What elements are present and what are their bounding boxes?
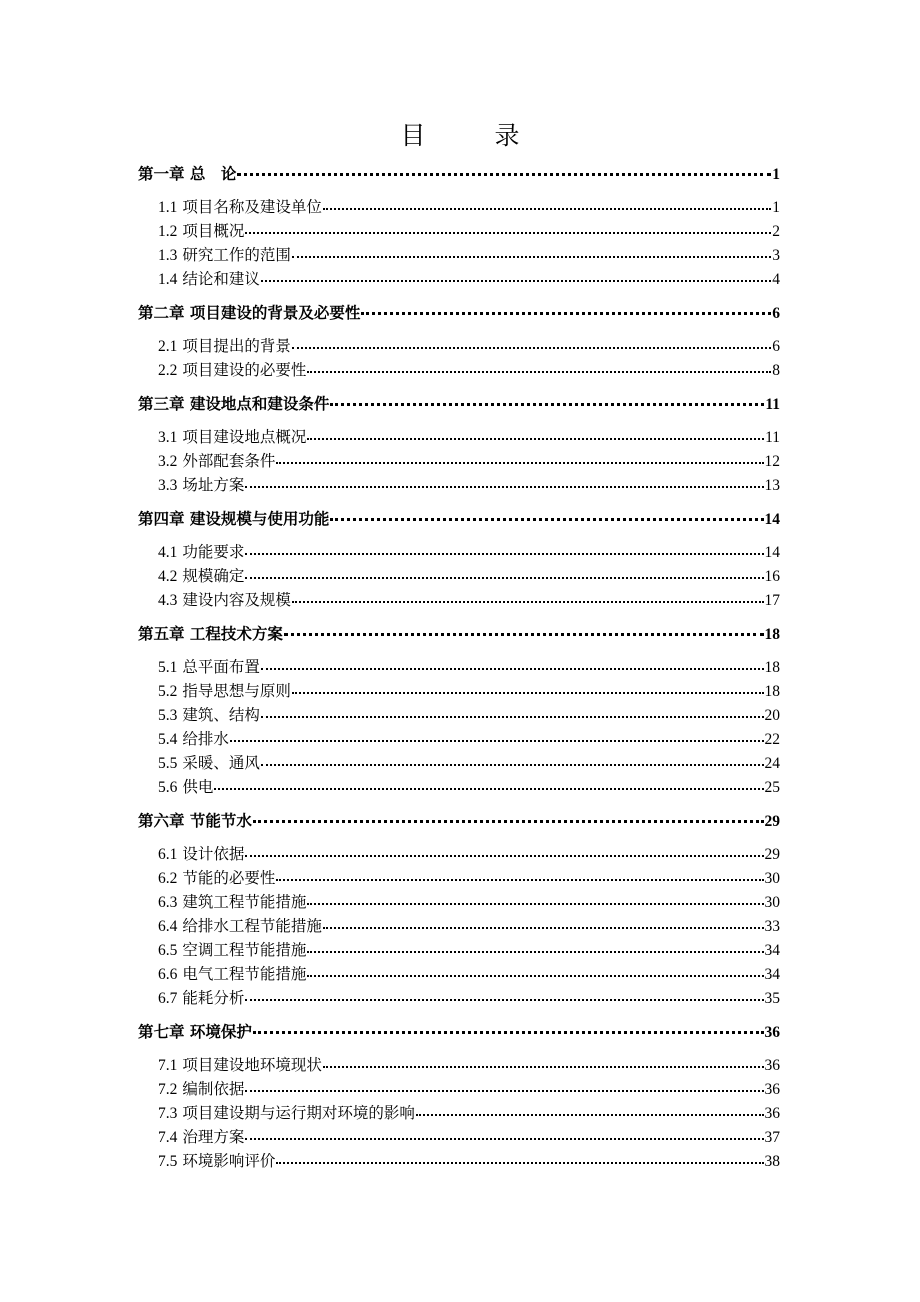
toc-chapter-label: 第七章 环境保护	[138, 1023, 252, 1041]
toc-page-number: 8	[772, 362, 780, 379]
toc-dot-leader	[323, 927, 764, 929]
toc-dot-leader	[276, 462, 763, 464]
toc-chapter[interactable]	[138, 301, 780, 325]
toc-section[interactable]	[138, 449, 780, 473]
toc-section-label: 5.3 建筑、结构	[158, 706, 260, 724]
toc-section-label: 5.1 总平面布置	[158, 658, 260, 676]
toc-section[interactable]	[138, 473, 780, 497]
toc-section-label: 7.3 项目建设期与运行期对环境的影响	[158, 1104, 415, 1122]
toc-page-number: 25	[764, 779, 780, 796]
toc-dot-leader	[245, 553, 763, 555]
toc-section[interactable]	[138, 1125, 780, 1149]
toc-section-label: 7.1 项目建设地环境现状	[158, 1056, 322, 1074]
toc-title: 目 录	[400, 121, 542, 150]
toc-page-number: 30	[764, 870, 780, 887]
toc-page-number: 11	[765, 429, 780, 446]
toc-page-number: 34	[764, 966, 780, 983]
toc-page-number: 14	[764, 544, 780, 561]
toc-page-number: 35	[764, 990, 780, 1007]
toc-section-label: 2.1 项目提出的背景	[158, 337, 291, 355]
toc-section[interactable]	[138, 703, 780, 727]
toc-dot-leader	[261, 280, 771, 282]
toc-section-label: 6.6 电气工程节能措施	[158, 965, 307, 983]
toc-dot-leader	[245, 1090, 763, 1092]
toc-section[interactable]	[138, 914, 780, 938]
toc-section-label: 1.3 研究工作的范围	[158, 246, 291, 264]
toc-dot-leader	[261, 716, 764, 718]
toc-section-label: 1.1 项目名称及建设单位	[158, 198, 322, 216]
toc-page-number: 18	[764, 683, 780, 700]
toc-section-label: 6.4 给排水工程节能措施	[158, 917, 322, 935]
toc-dot-leader	[253, 820, 764, 823]
toc-chapter[interactable]	[138, 622, 780, 646]
toc-page-number: 36	[764, 1105, 780, 1122]
toc-chapter[interactable]	[138, 392, 780, 416]
toc-dot-leader	[245, 1138, 763, 1140]
toc-section-label: 5.6 供电	[158, 778, 214, 796]
toc-section[interactable]	[138, 358, 780, 382]
toc-section-label: 7.4 治理方案	[158, 1128, 245, 1146]
toc-section-label: 6.2 节能的必要性	[158, 869, 276, 887]
toc-page-number: 33	[764, 918, 780, 935]
toc-section[interactable]	[138, 540, 780, 564]
toc-dot-leader	[307, 951, 763, 953]
toc-chapter-label: 第一章 总 论	[138, 165, 237, 183]
toc-chapter[interactable]	[138, 507, 780, 531]
toc-section[interactable]	[138, 564, 780, 588]
toc-page-number: 38	[764, 1153, 780, 1170]
toc-section[interactable]	[138, 775, 780, 799]
toc-dot-leader	[307, 903, 763, 905]
toc-section-label: 1.2 项目概况	[158, 222, 245, 240]
toc-page-number: 1	[772, 166, 780, 183]
toc-chapter-label: 第二章 项目建设的背景及必要性	[138, 304, 361, 322]
toc-chapter-label: 第四章 建设规模与使用功能	[138, 510, 330, 528]
toc-dot-leader	[261, 668, 764, 670]
toc-page-number: 4	[772, 271, 780, 288]
toc-page-number: 14	[764, 511, 780, 528]
toc-section-label: 6.5 空调工程节能措施	[158, 941, 307, 959]
toc-page-number: 18	[764, 659, 780, 676]
toc-section-label: 6.1 设计依据	[158, 845, 245, 863]
toc-section[interactable]	[138, 655, 780, 679]
toc-page-number: 36	[764, 1081, 780, 1098]
toc-dot-leader	[245, 999, 763, 1001]
toc-section-label: 5.2 指导思想与原则	[158, 682, 291, 700]
toc-section[interactable]	[138, 842, 780, 866]
toc-section-label: 7.5 环境影响评价	[158, 1152, 276, 1170]
toc-section[interactable]	[138, 727, 780, 751]
toc-section-label: 4.3 建设内容及规模	[158, 591, 291, 609]
toc-chapter-label: 第五章 工程技术方案	[138, 625, 283, 643]
toc-chapter[interactable]	[138, 809, 780, 833]
toc-dot-leader	[230, 740, 764, 742]
toc-dot-leader	[307, 371, 771, 373]
toc-dot-leader	[416, 1114, 764, 1116]
toc-page-number: 29	[764, 846, 780, 863]
toc-section[interactable]	[138, 1149, 780, 1173]
toc-dot-leader	[330, 518, 763, 521]
toc-section[interactable]	[138, 890, 780, 914]
toc-page-number: 36	[764, 1024, 780, 1041]
toc-page-number: 3	[772, 247, 780, 264]
toc-page-number: 6	[772, 305, 780, 322]
toc-page-number: 1	[772, 199, 780, 216]
toc-section-label: 6.7 能耗分析	[158, 989, 245, 1007]
toc-dot-leader	[276, 879, 763, 881]
toc-page-number: 36	[764, 1057, 780, 1074]
toc-dot-leader	[245, 855, 763, 857]
toc-dot-leader	[214, 788, 763, 790]
toc-section[interactable]	[138, 938, 780, 962]
toc-section-label: 3.3 场址方案	[158, 476, 245, 494]
toc-dot-leader	[284, 633, 764, 636]
toc-section[interactable]	[138, 866, 780, 890]
toc-dot-leader	[276, 1162, 763, 1164]
toc-section[interactable]	[138, 425, 780, 449]
toc-dot-leader	[323, 208, 771, 210]
toc-section[interactable]	[138, 679, 780, 703]
toc-section[interactable]	[138, 986, 780, 1010]
toc-chapter-label: 第三章 建设地点和建设条件	[138, 395, 330, 413]
toc-chapter-label: 第六章 节能节水	[138, 812, 252, 830]
toc-section[interactable]	[138, 1077, 780, 1101]
toc-section[interactable]	[138, 195, 780, 219]
table-of-contents	[138, 160, 780, 1173]
toc-page-number: 22	[764, 731, 780, 748]
toc-page-number: 30	[764, 894, 780, 911]
toc-section[interactable]	[138, 243, 780, 267]
toc-dot-leader	[330, 403, 764, 406]
toc-dot-leader	[253, 1031, 764, 1034]
toc-dot-leader	[307, 438, 764, 440]
toc-section-label: 6.3 建筑工程节能措施	[158, 893, 307, 911]
toc-page-number: 29	[764, 813, 780, 830]
toc-page-number: 24	[764, 755, 780, 772]
toc-dot-leader	[261, 764, 764, 766]
toc-page-number: 17	[764, 592, 780, 609]
toc-dot-leader	[292, 692, 764, 694]
toc-page-number: 11	[765, 396, 780, 413]
toc-dot-leader	[307, 975, 763, 977]
toc-section-label: 2.2 项目建设的必要性	[158, 361, 307, 379]
toc-dot-leader	[245, 486, 763, 488]
toc-section-label: 4.2 规模确定	[158, 567, 245, 585]
toc-section[interactable]	[138, 1053, 780, 1077]
toc-page-number: 2	[772, 223, 780, 240]
toc-page-number: 37	[764, 1129, 780, 1146]
toc-section[interactable]	[138, 219, 780, 243]
toc-page-number: 6	[772, 338, 780, 355]
toc-dot-leader	[292, 601, 764, 603]
toc-dot-leader	[292, 256, 771, 258]
toc-section-label: 3.2 外部配套条件	[158, 452, 276, 470]
toc-dot-leader	[361, 312, 771, 315]
toc-page-number: 12	[764, 453, 780, 470]
toc-chapter[interactable]	[138, 1020, 780, 1044]
toc-dot-leader	[245, 577, 763, 579]
toc-section[interactable]	[138, 334, 780, 358]
toc-section-label: 1.4 结论和建议	[158, 270, 260, 288]
toc-dot-leader	[237, 173, 771, 176]
toc-section[interactable]	[138, 588, 780, 612]
toc-section-label: 7.2 编制依据	[158, 1080, 245, 1098]
toc-page-number: 13	[764, 477, 780, 494]
toc-section[interactable]	[138, 751, 780, 775]
toc-page-number: 34	[764, 942, 780, 959]
toc-chapter[interactable]	[138, 162, 780, 186]
toc-section-label: 5.5 采暖、通风	[158, 754, 260, 772]
toc-page-number: 18	[764, 626, 780, 643]
toc-dot-leader	[292, 347, 771, 349]
toc-section[interactable]	[138, 267, 780, 291]
toc-section[interactable]	[138, 962, 780, 986]
toc-section-label: 5.4 给排水	[158, 730, 229, 748]
toc-dot-leader	[323, 1066, 764, 1068]
toc-dot-leader	[245, 232, 771, 234]
toc-section-label: 4.1 功能要求	[158, 543, 245, 561]
toc-page-number: 20	[764, 707, 780, 724]
toc-section-label: 3.1 项目建设地点概况	[158, 428, 307, 446]
toc-section[interactable]	[138, 1101, 780, 1125]
toc-page-number: 16	[764, 568, 780, 585]
